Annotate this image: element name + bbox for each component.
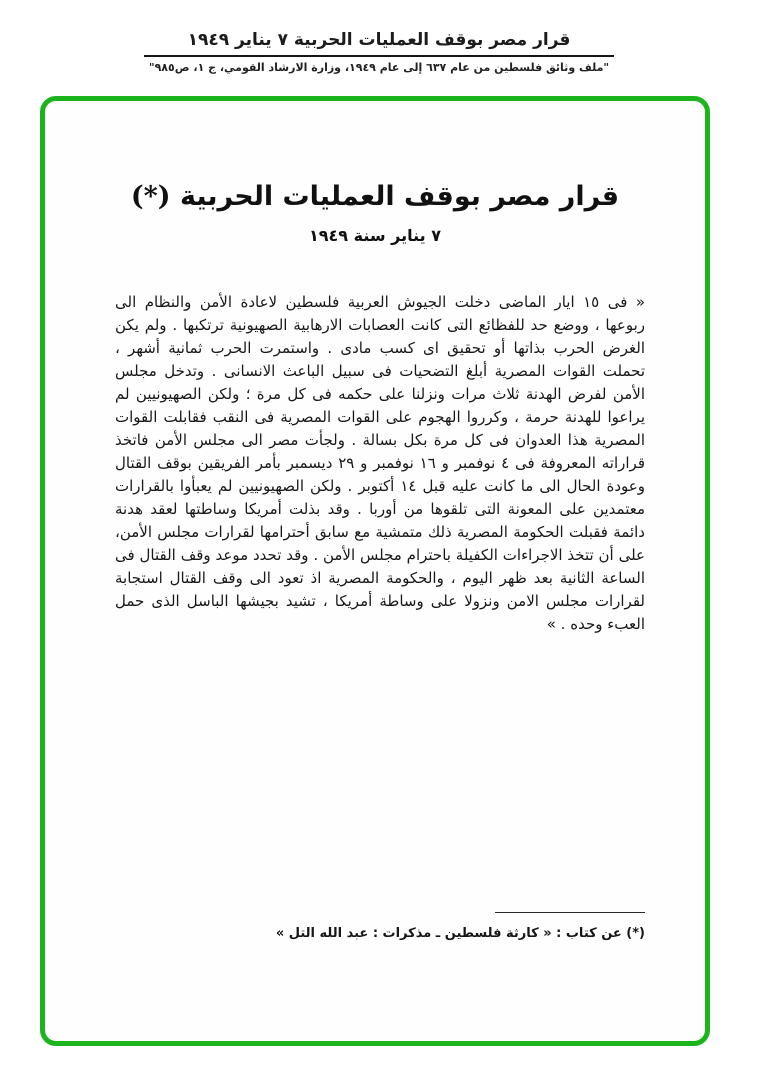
scanned-document-frame (40, 96, 710, 1046)
document-date-subtitle: ٧ يناير سنة ١٩٤٩ (308, 226, 441, 245)
footnote-divider (495, 912, 645, 913)
document-body-text: « فى ١٥ ايار الماضى دخلت الجيوش العربية فلسطين لاعادة الأمن والنظام الى ربوعها ، ووضع حد للفظائع التى كانت العصابات الارهابية الصهيونية ترتكبها . ولم يكن الغرض الحرب بذاتها أو تحقيق اى كسب مادى . واستمرت الحرب ثمانية أشهر ، تحملت القوات المصرية أبلغ التضحيات فى سبيل الباعث الانسانى . وتدخل مجلس الأمن لفرض الهدنة ثلاث مرات ونزلنا على حكمه فى كل مرة ؛ ولكن الصهيونيين لم يراعوا للهدنة حرمة ، وكرروا الهجوم على القوات المصرية فى النقب فقابلت القوات المصرية هذا العدوان فى كل مرة بكل بسالة . ولجأت مصر الى مجلس الأمن فاتخذ قراراته المعروفة فى ٤ نوفمبر و ١٦ نوفمبر و ٢٩ ديسمبر بأمر الفريقين بوقف القتال وعودة الحال الى ما كانت عليه قبل ١٤ أكتوبر . ولكن الصهيونيين لم يعبأوا بالقرارات معتمدين على المعونة التى تلقوها من أوربا . وقد بذلت أمريكا وساطتها لعقد هدنة دائمة فقبلت الحكومة المصرية ذلك متمشية مع سابق أحترامها لقرارات مجلس الأمن، على أن تتخذ الاجراءات الكفيلة باحترام مجلس الأمن . وقد تحدد موعد وقف القتال فى الساعة الثانية بعد ظهر اليوم ، والحكومة المصرية اذ تعود الى وقف القتال استجابة لقرارات مجلس الامن ونزولا على وساطة أمريكا ، تشيد بجيشها الباسل الذى حمل العبء وحده . » (115, 293, 646, 633)
header-source-citation: "ملف وثائق فلسطين من عام ٦٣٧ إلى عام ١٩٤٩، وزارة الارشاد القومي، ج ١، ص٩٨٥" (148, 61, 610, 74)
header-title: قرار مصر بوقف العمليات الحربية ٧ يناير ١٩٤٩ (187, 30, 571, 50)
header-divider (144, 55, 614, 57)
document-title: قرار مصر بوقف العمليات الحربية (*) (130, 181, 620, 212)
page-header (0, 30, 758, 74)
footnote-text: (*) عن كتاب : « كارثة فلسطين ـ مذكرات : عبد الله التل » (275, 926, 645, 941)
